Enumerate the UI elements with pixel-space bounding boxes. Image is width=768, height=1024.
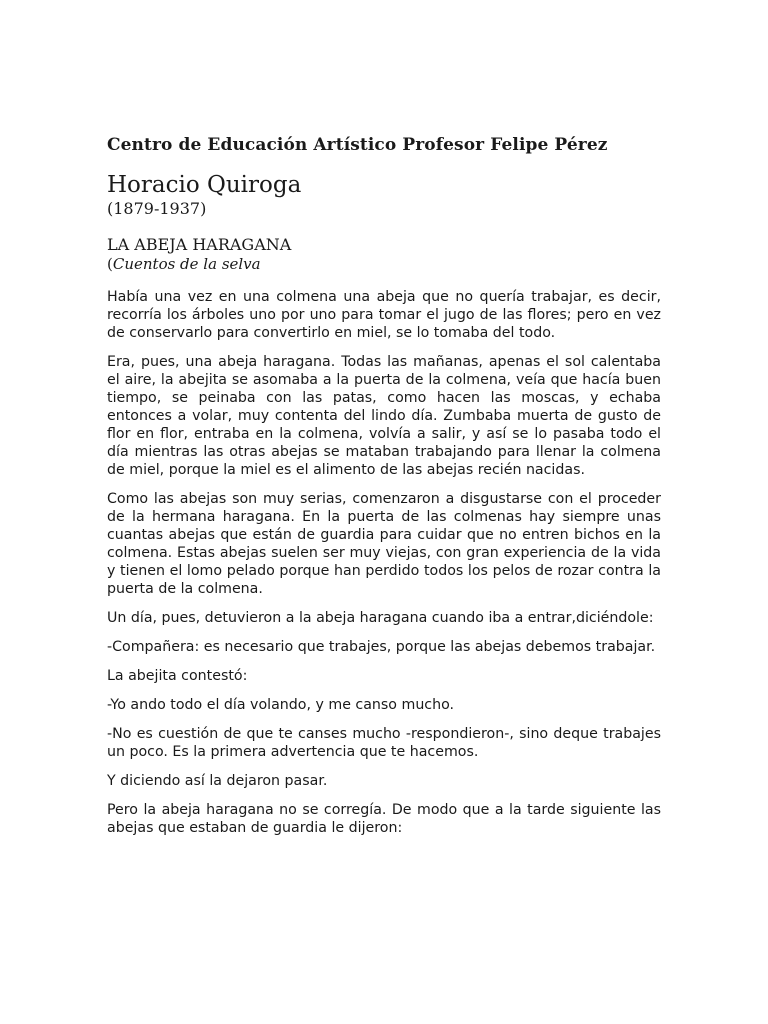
story-title: LA ABEJA HARAGANA — [107, 235, 292, 254]
paragraph: Era, pues, una abeja haragana. Todas las mañanas, apenas el sol calentaba el aire, la abejita se asomaba a la puerta de la colmena, veía que hacía buen tiempo, se peinaba con las patas, como hacen las moscas, y echaba entonces a volar, muy contenta del lindo día. Zumbaba muerta de gusto de flor en flor, entraba en la colmena, volvía a salir, y así se lo pasaba todo el día mientras las otras abejas se mataban trabajando para llenar la colmena de miel, porque la miel es el alimento de las abejas recién nacidas. — [107, 354, 661, 478]
document-content — [107, 134, 661, 848]
paragraph: Y diciendo así la dejaron pasar. — [107, 773, 328, 789]
paragraph: -No es cuestión de que te canses mucho -respondieron-, sino deque trabajes un poco. Es la primera advertencia que te hacemos. — [107, 726, 661, 760]
collection-line — [107, 255, 661, 274]
paragraph: La abejita contestó: — [107, 668, 248, 684]
paragraph: Como las abejas son muy serias, comenzaron a disgustarse con el proceder de la hermana haragana. En la puerta de las colmenas hay siempre unas cuantas abejas que están de guardia para cuidar que no entren bichos en la colmena. Estas abejas suelen ser muy viejas, con gran experiencia de la vida y tienen el lomo pelado porque han perdido todos los pelos de rozar contra la puerta de la colmena. — [107, 491, 661, 597]
paragraph: Había una vez en una colmena una abeja que no quería trabajar, es decir, recorría los árboles uno por uno para tomar el jugo de las flores; pero en vez de conservarlo para convertirlo en miel, se lo tomaba del todo. — [107, 289, 661, 341]
paragraph: -Yo ando todo el día volando, y me canso mucho. — [107, 697, 455, 713]
author-years: (1879-1937) — [107, 199, 207, 218]
author-name: Horacio Quiroga — [107, 172, 302, 198]
school-heading: Centro de Educación Artístico Profesor Felipe Pérez — [107, 135, 608, 155]
paragraph: Un día, pues, detuvieron a la abeja haragana cuando iba a entrar,diciéndole: — [107, 610, 654, 626]
collection-open-paren: ( — [107, 255, 113, 273]
collection-title: Cuentos de la selva — [112, 255, 261, 273]
paragraph: Pero la abeja haragana no se corregía. De modo que a la tarde siguiente las abejas que estaban de guardia le dijeron: — [107, 802, 661, 836]
paragraph: -Compañera: es necesario que trabajes, porque las abejas debemos trabajar. — [107, 639, 656, 655]
